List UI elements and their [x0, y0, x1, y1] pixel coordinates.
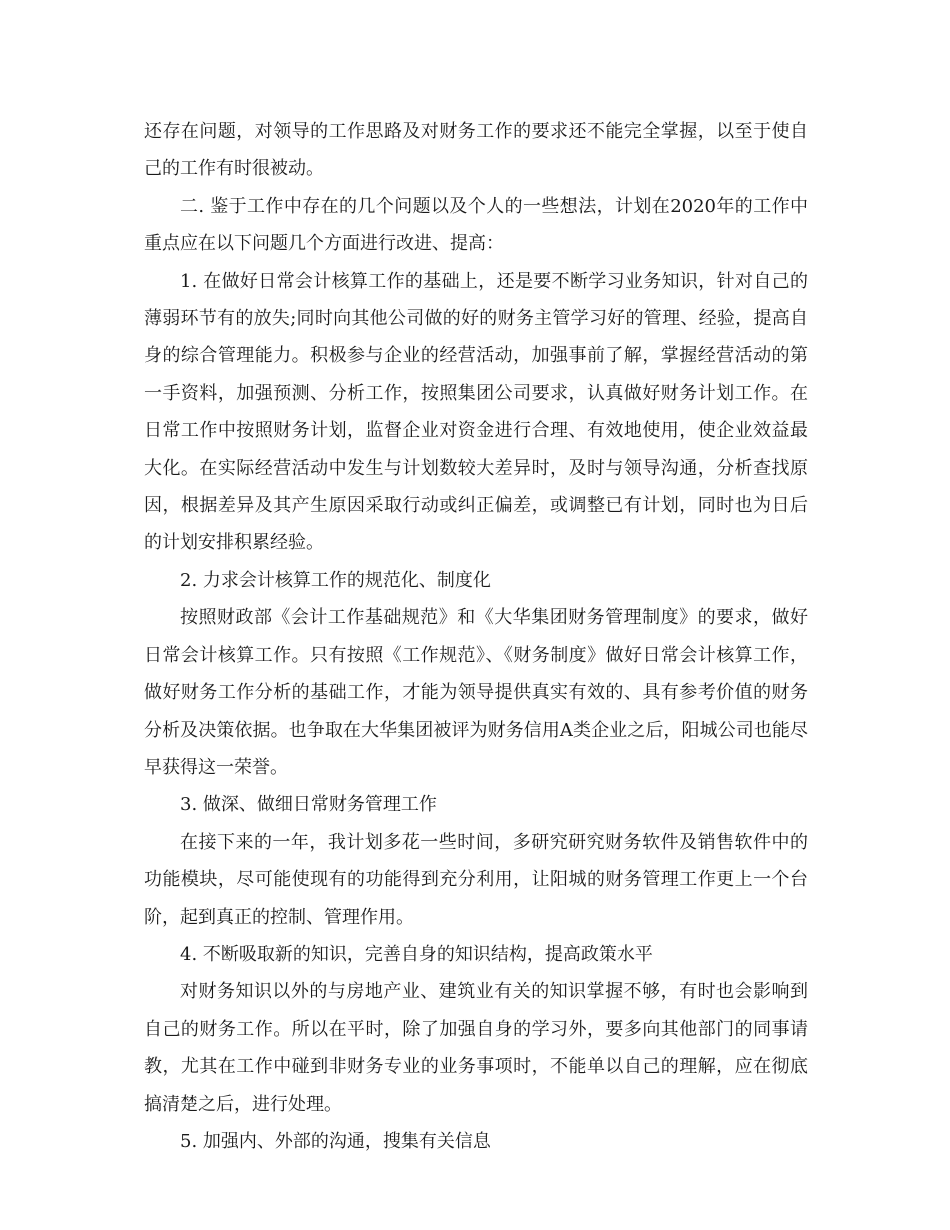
paragraph-2: 二. 鉴于工作中存在的几个问题以及个人的一些想法，计划在2020年的工作中重点应在以下问题几个方面进行改进、提高：	[144, 195, 808, 255]
paragraph-5: 按照财政部《会计工作基础规范》和《大华集团财务管理制度》的要求，做好日常会计核算工作。只有按照《工作规范》、《财务制度》做好日常会计核算工作，做好财务工作分析的基础工作，才能为领导提供真实有效的、具有参考价值的财务分析及决策依据。也争取在大华集团被评为财务信用A类企业之后，阳城公司也能尽早获得这一荣誉。	[144, 607, 808, 778]
document-body	[144, 113, 808, 1160]
paragraph-6-heading: 3. 做深、做细日常财务管理工作	[180, 794, 437, 816]
paragraph-7: 在接下来的一年，我计划多花一些时间，多研究研究财务软件及销售软件中的功能模块，尽可能使现有的功能得到充分利用，让阳城的财务管理工作更上一个台阶，起到真正的控制、管理作用。	[144, 831, 808, 928]
paragraph-8-heading: 4. 不断吸取新的知识，完善自身的知识结构，提高政策水平	[180, 943, 653, 965]
paragraph-1: 还存在问题，对领导的工作思路及对财务工作的要求还不能完全掌握，以至于使自己的工作有时很被动。	[144, 121, 808, 180]
paragraph-4-heading: 2. 力求会计核算工作的规范化、制度化	[180, 569, 491, 591]
paragraph-9: 对财务知识以外的与房地产业、建筑业有关的知识掌握不够，有时也会影响到自己的财务工作。所以在平时，除了加强自身的学习外，要多向其他部门的同事请教，尤其在工作中碰到非财务专业的业务事项时，不能单以自己的理解，应在彻底搞清楚之后，进行处理。	[144, 981, 808, 1115]
paragraph-3: 1. 在做好日常会计核算工作的基础上，还是要不断学习业务知识，针对自己的薄弱环节有的放失;同时向其他公司做的好的财务主管学习好的管理、经验，提高自身的综合管理能力。积极参与企业的经营活动，加强事前了解，掌握经营活动的第一手资料，加强预测、分析工作，按照集团公司要求，认真做好财务计划工作。在日常工作中按照财务计划，监督企业对资金进行合理、有效地使用，使企业效益最大化。在实际经营活动中发生与计划数较大差异时，及时与领导沟通，分析查找原因，根据差异及其产生原因采取行动或纠正偏差，或调整已有计划，同时也为日后的计划安排积累经验。	[144, 270, 808, 554]
paragraph-10-heading: 5. 加强内、外部的沟通，搜集有关信息	[180, 1130, 491, 1152]
